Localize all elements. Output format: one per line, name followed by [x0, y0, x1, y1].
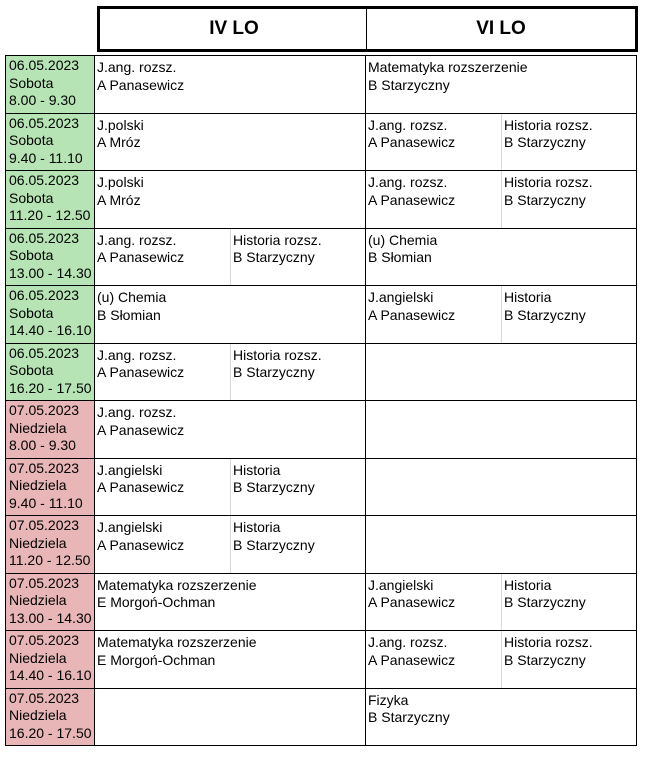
class-entry: [501, 171, 637, 228]
block-vi: [366, 170, 637, 229]
date-cell-date: 07.05.2023: [9, 402, 80, 418]
class-subject: J.angielski: [368, 576, 434, 593]
class-subject: J.ang. rozsz.: [97, 59, 177, 75]
class-teacher: B Starzyczny: [233, 479, 315, 495]
block-iv: [95, 285, 366, 344]
class-teacher: A Panasewicz: [368, 306, 456, 323]
class-subject: J.ang. rozsz.: [97, 404, 177, 420]
class-subject: J.ang. rozsz.: [368, 116, 448, 133]
class-entry: [366, 171, 501, 228]
class-entry: [95, 574, 366, 631]
class-teacher: A Panasewicz: [368, 191, 456, 208]
class-subject: Historia: [233, 461, 281, 478]
date-cell-time: 13.00 - 14.30: [9, 609, 92, 626]
schedule-row: [5, 170, 637, 229]
class-entry: [366, 114, 501, 171]
class-subject: J.angielski: [97, 461, 163, 478]
block-vi: [366, 400, 637, 459]
date-cell-weekday: Sobota: [9, 247, 54, 263]
date-cell: [5, 113, 95, 172]
date-cell-date: 07.05.2023: [9, 574, 80, 591]
date-cell: [5, 573, 95, 632]
date-cell-time: 9.40 - 11.10: [9, 494, 83, 511]
class-entry: [366, 631, 501, 688]
block-vi: [366, 343, 637, 402]
class-subject: J.ang. rozsz.: [97, 231, 177, 248]
class-entry: [366, 56, 637, 113]
date-cell-time: 14.40 - 16.10: [9, 667, 92, 683]
class-teacher: B Starzyczny: [504, 651, 586, 668]
block-iv: [95, 113, 366, 172]
date-cell-weekday: Niedziela: [9, 419, 67, 436]
class-entry: [501, 114, 637, 171]
date-cell-time: 11.20 - 12.50: [9, 207, 91, 223]
class-subject: Historia: [504, 289, 552, 305]
class-subject: J.ang. rozsz.: [97, 346, 177, 363]
class-teacher: A Panasewicz: [97, 76, 185, 93]
date-cell-weekday: Niedziela: [9, 707, 67, 723]
block-iv: [95, 170, 366, 229]
schedule-row: [5, 343, 637, 402]
date-cell-date: 06.05.2023: [9, 344, 80, 361]
date-cell-weekday: Sobota: [9, 362, 54, 378]
schedule-row: [5, 400, 637, 459]
block-vi: [366, 458, 637, 517]
class-teacher: B Starzyczny: [504, 191, 586, 208]
class-teacher: A Panasewicz: [97, 421, 185, 438]
class-teacher: B Starzyczny: [504, 306, 586, 323]
class-subject: J.angielski: [97, 519, 163, 535]
class-teacher: B Starzyczny: [233, 249, 315, 265]
schedule-row: [5, 55, 637, 114]
date-cell-date: 06.05.2023: [9, 57, 80, 73]
date-cell: [5, 285, 95, 344]
date-cell-time: 8.00 - 9.30: [9, 437, 76, 453]
date-cell-weekday: Sobota: [9, 74, 54, 91]
class-teacher: A Mróz: [97, 134, 141, 150]
date-cell-date: 07.05.2023: [9, 517, 80, 533]
class-subject: J.ang. rozsz.: [368, 174, 448, 190]
class-entry: [230, 229, 366, 286]
class-entry: [95, 344, 230, 401]
class-entry: [230, 516, 366, 573]
class-teacher: A Mróz: [97, 191, 141, 208]
class-subject: Historia: [233, 519, 281, 535]
schedule-row: [5, 688, 637, 747]
schedule-row: [5, 573, 637, 632]
block-vi: [366, 55, 637, 114]
class-subject: Historia rozsz.: [504, 634, 593, 650]
block-vi: [366, 228, 637, 287]
date-cell: [5, 688, 95, 747]
class-entry: [230, 344, 366, 401]
header-vi-lo: VI LO: [366, 6, 638, 52]
class-entry: [95, 56, 366, 113]
class-subject: (u) Chemia: [97, 289, 167, 305]
date-cell-date: 06.05.2023: [9, 172, 80, 188]
schedule-row: [5, 515, 637, 574]
date-cell-weekday: Niedziela: [9, 649, 67, 666]
class-teacher: A Panasewicz: [97, 364, 185, 380]
date-cell: [5, 228, 95, 287]
date-cell-date: 07.05.2023: [9, 689, 80, 706]
class-teacher: A Panasewicz: [368, 134, 456, 150]
class-teacher: A Panasewicz: [97, 249, 185, 265]
header-iv-lo: IV LO: [97, 6, 369, 52]
class-subject: J.polski: [97, 116, 144, 133]
class-teacher: B Słomian: [368, 249, 432, 265]
class-teacher: B Starzyczny: [368, 709, 450, 725]
class-subject: Matematyka rozszerzenie: [97, 634, 257, 650]
date-cell-date: 06.05.2023: [9, 229, 80, 246]
date-cell: [5, 343, 95, 402]
class-entry: [95, 171, 366, 228]
date-cell-weekday: Niedziela: [9, 592, 67, 608]
class-subject: Historia rozsz.: [233, 231, 322, 248]
class-entry: [95, 401, 366, 458]
class-entry: [95, 516, 230, 573]
schedule-row: [5, 228, 637, 287]
date-cell-weekday: Niedziela: [9, 477, 67, 493]
class-teacher: B Starzyczny: [233, 364, 315, 380]
class-subject: J.angielski: [368, 289, 434, 305]
class-teacher: B Starzyczny: [504, 134, 586, 150]
class-entry: [95, 459, 230, 516]
schedule-row: [5, 285, 637, 344]
date-cell: [5, 55, 95, 114]
class-entry: [230, 459, 366, 516]
class-entry: [95, 229, 230, 286]
date-cell-weekday: Sobota: [9, 132, 54, 148]
date-cell: [5, 170, 95, 229]
date-cell-time: 8.00 - 9.30: [9, 92, 76, 108]
class-teacher: E Morgoń-Ochman: [97, 594, 216, 610]
date-cell-time: 16.20 - 17.50: [9, 724, 92, 741]
block-iv: [95, 688, 366, 747]
class-subject: (u) Chemia: [368, 231, 438, 248]
class-entry: [95, 286, 366, 343]
schedule-row: [5, 458, 637, 517]
schedule-row: [5, 630, 637, 689]
class-subject: Fizyka: [368, 691, 409, 708]
class-entry: [366, 574, 501, 631]
date-cell-time: 16.20 - 17.50: [9, 379, 92, 396]
block-vi: [366, 113, 637, 172]
block-vi: [366, 515, 637, 574]
date-cell: [5, 400, 95, 459]
class-subject: J.ang. rozsz.: [368, 634, 448, 650]
block-iv: [95, 458, 366, 517]
class-teacher: A Panasewicz: [97, 479, 185, 495]
date-cell-time: 9.40 - 11.10: [9, 149, 83, 166]
schedule-row: [5, 113, 637, 172]
date-cell: [5, 515, 95, 574]
class-entry: [501, 574, 637, 631]
date-cell-date: 07.05.2023: [9, 459, 80, 476]
class-teacher: A Panasewicz: [97, 536, 185, 553]
date-cell-time: 11.20 - 12.50: [9, 552, 91, 568]
block-vi: [366, 630, 637, 689]
class-teacher: E Morgoń-Ochman: [97, 651, 216, 668]
class-entry: [366, 689, 637, 746]
class-subject: Historia rozsz.: [233, 346, 322, 363]
class-entry: [95, 114, 366, 171]
class-entry: [366, 229, 637, 286]
date-cell-date: 07.05.2023: [9, 632, 80, 648]
date-cell-date: 06.05.2023: [9, 287, 80, 303]
date-cell-time: 13.00 - 14.30: [9, 264, 92, 281]
block-iv: [95, 515, 366, 574]
class-entry: [501, 286, 637, 343]
class-teacher: B Starzyczny: [504, 594, 586, 610]
class-teacher: B Starzyczny: [233, 536, 315, 553]
block-vi: [366, 285, 637, 344]
class-subject: Matematyka rozszerzenie: [97, 576, 257, 593]
class-subject: Matematyka rozszerzenie: [368, 59, 528, 75]
class-teacher: A Panasewicz: [368, 651, 456, 668]
date-cell-weekday: Sobota: [9, 189, 54, 206]
block-iv: [95, 630, 366, 689]
class-entry: [501, 631, 637, 688]
block-vi: [366, 688, 637, 747]
class-teacher: B Słomian: [97, 306, 161, 323]
class-subject: Historia: [504, 576, 552, 593]
date-cell: [5, 458, 95, 517]
block-iv: [95, 228, 366, 287]
class-subject: Historia rozsz.: [504, 174, 593, 190]
block-vi: [366, 573, 637, 632]
date-cell-weekday: Sobota: [9, 304, 54, 321]
block-iv: [95, 400, 366, 459]
date-cell: [5, 630, 95, 689]
date-cell-weekday: Niedziela: [9, 534, 67, 551]
date-cell-date: 06.05.2023: [9, 114, 80, 131]
class-teacher: A Panasewicz: [368, 594, 456, 610]
block-iv: [95, 573, 366, 632]
class-entry: [366, 286, 501, 343]
block-iv: [95, 55, 366, 114]
class-subject: Historia rozsz.: [504, 116, 593, 133]
class-entry: [95, 631, 366, 688]
class-subject: J.polski: [97, 174, 144, 190]
block-iv: [95, 343, 366, 402]
class-teacher: B Starzyczny: [368, 76, 450, 93]
date-cell-time: 14.40 - 16.10: [9, 322, 92, 338]
